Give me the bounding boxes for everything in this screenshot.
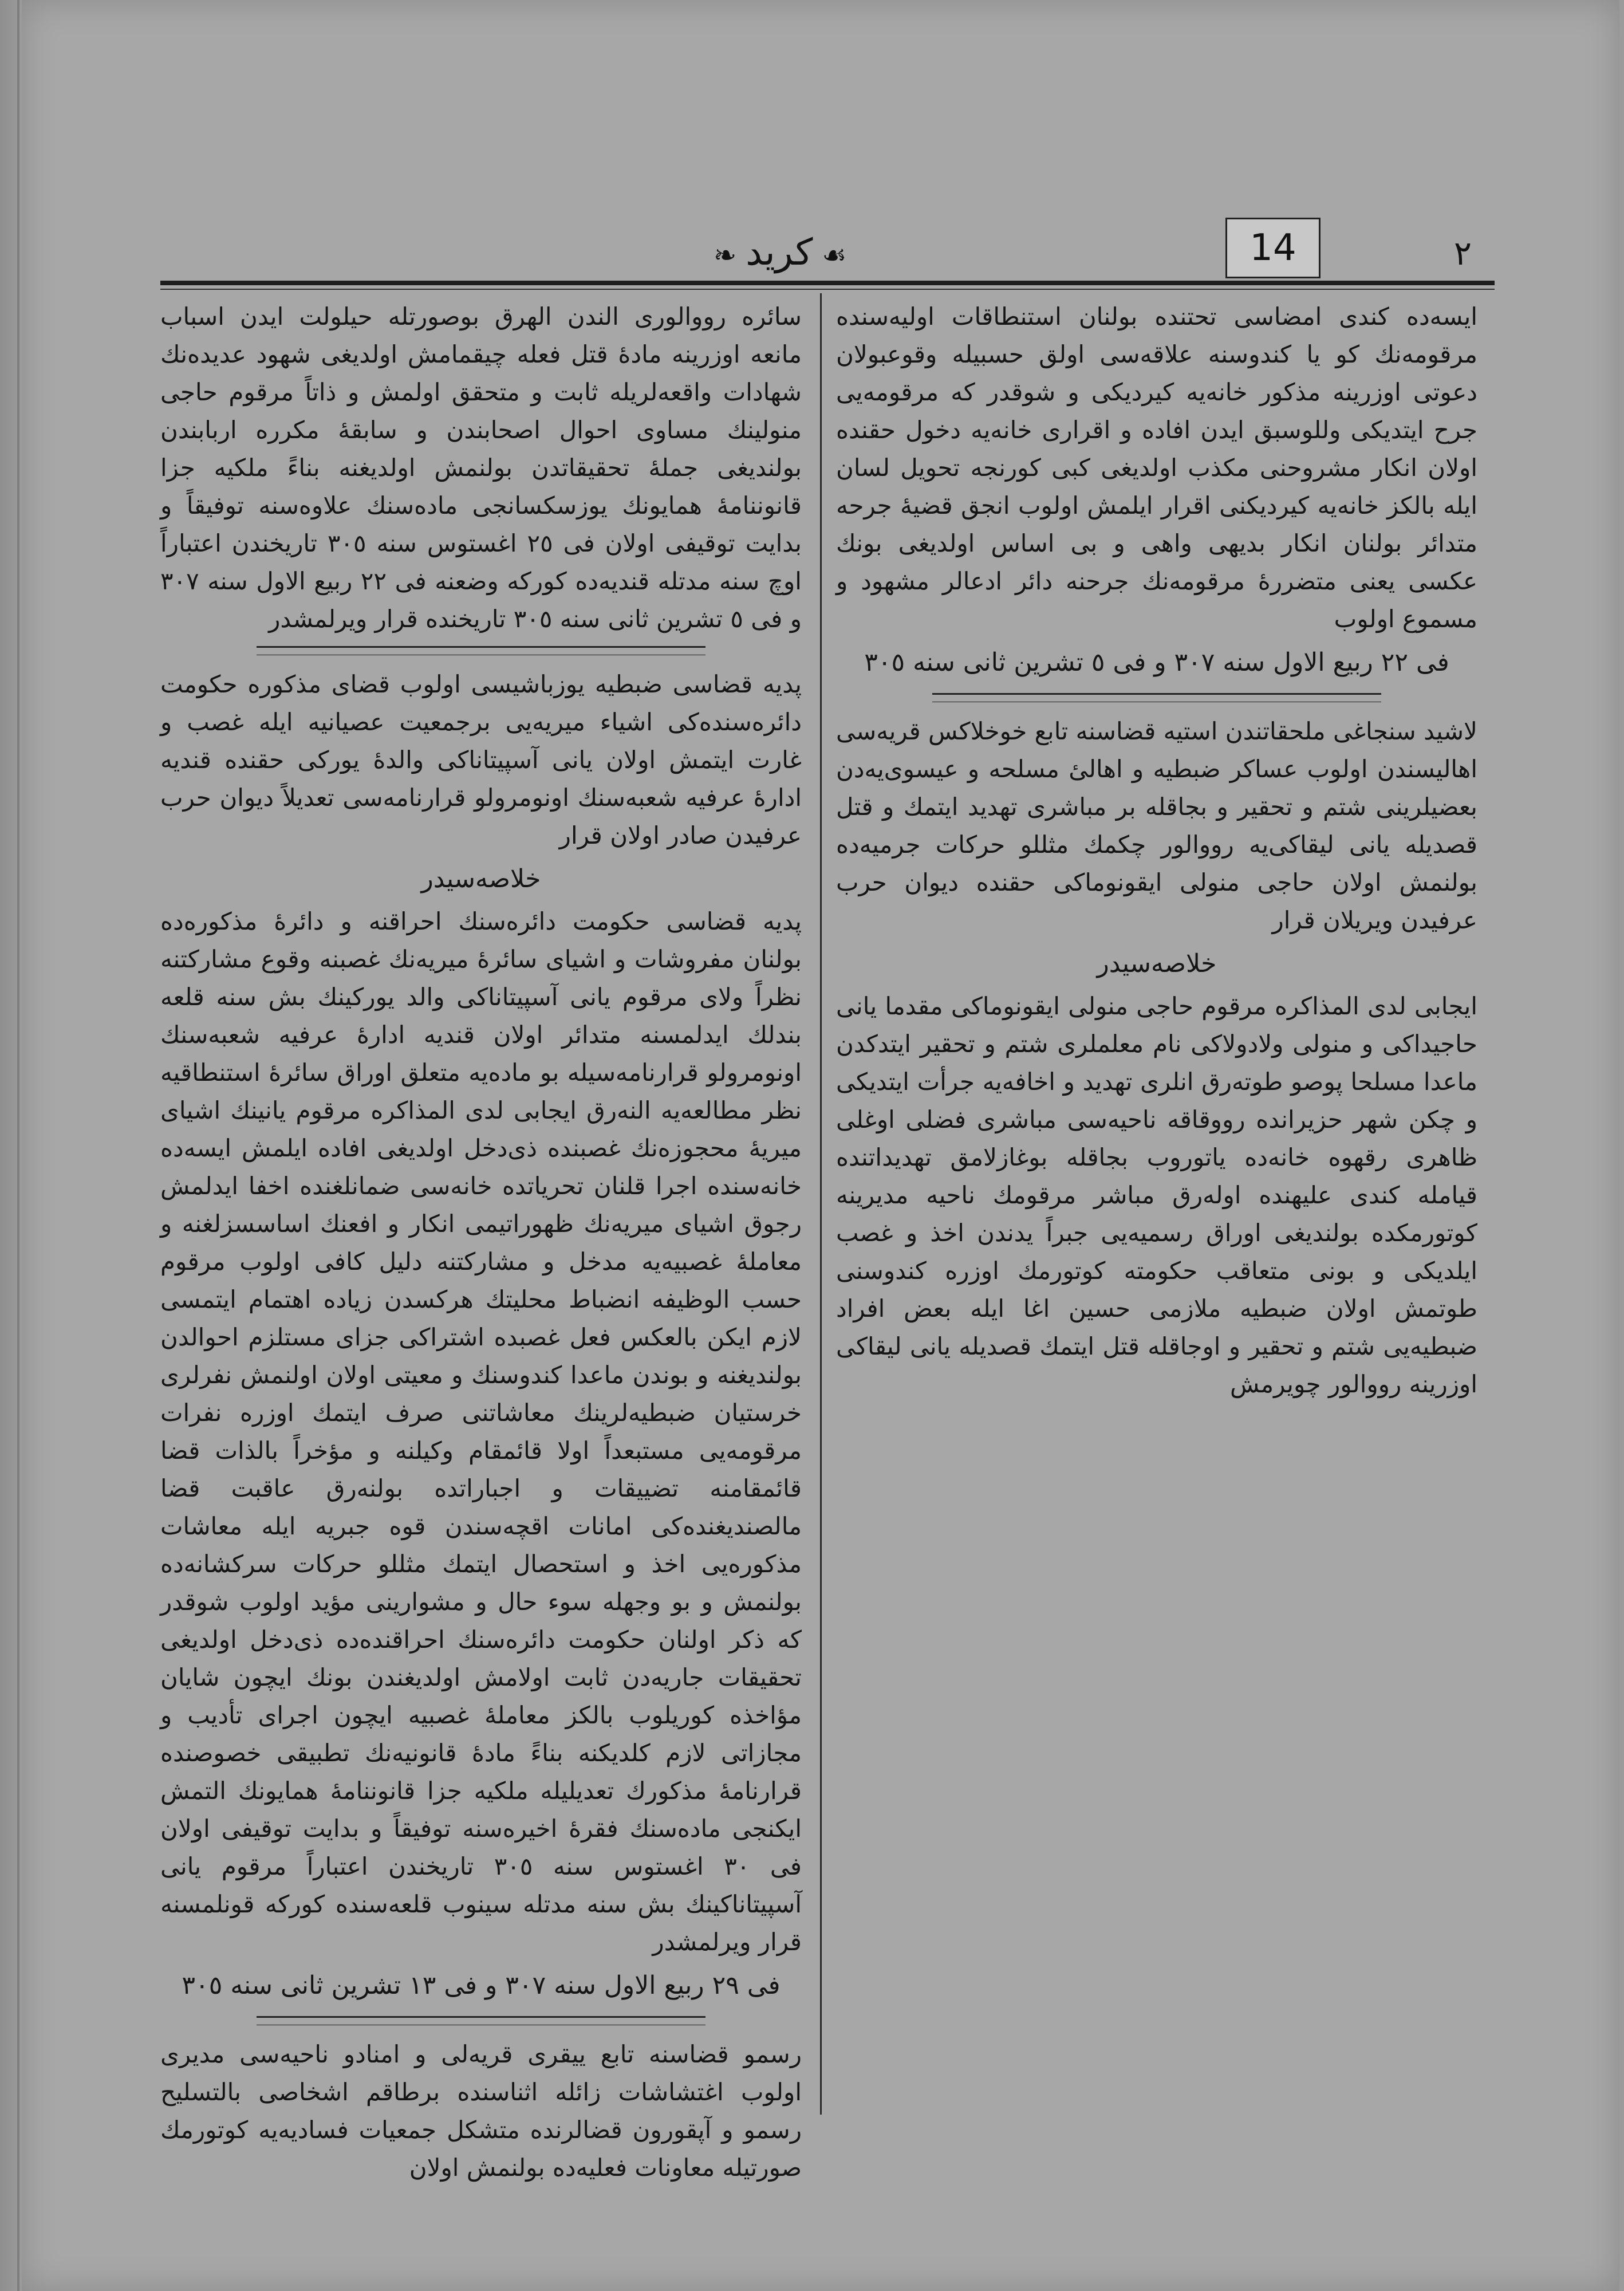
section-separator	[257, 646, 705, 655]
page-border	[17, 0, 19, 2291]
page-number: ٢	[1453, 234, 1472, 273]
right-column	[836, 298, 1477, 1409]
article-heading: پدیه قضاسی ضبطیه یوزباشیسی اولوب قضای مذکوره حکومت دائره‌سنده‌کی اشیاء میریه‌یی برجمعیت عصیانیه ایله غصب و غارت ایتمش اولان یانی آسپیتاناکی والدهٔ یورکی حقنده قندیه ادارهٔ عرفیه شعبه‌سنك اونومرولو قرارنامه‌سی تعدیلاً دیوان حرب عرفیدن صادر اولان قرار	[160, 670, 802, 849]
title-text: کرید	[746, 231, 813, 274]
article-paragraph: ایسه‌ده کندی امضاسی تحتنده بولنان استنطاقات اولیه‌سنده مرقومه‌نك کو یا کندوسنه علاقه‌سی اولق حسبیله وقوعبولان دعوتی اوزرینه مذکور خانه‌یه کیردیکی و شوقدر که مرقومه‌یی جرح ایتدیکی وللوسبق ایدن افاده و اقراری خانه‌یه دخول حقنده اولان انکار مشروحنی مکذب اولدیغی کبی کورنجه تحویل لسان ایله بالکز خانه‌یه کیردیکنی اقرار ایلمش اولوب انجق قضیهٔ جرحه متدائر بولنان انکار بدیهی واهی و بی اساس اولدیغی بونك عکسی یعنی متضررهٔ مرقومه‌نك جرحنه دائر ادعالر مشهود و مسموع اولوب	[836, 302, 1477, 633]
section-separator	[257, 2016, 705, 2025]
column-divider	[820, 293, 822, 2115]
header-rule	[160, 281, 1495, 285]
newspaper-title	[704, 231, 856, 274]
section-separator	[932, 693, 1381, 702]
article-heading: لاشید سنجاغی ملحقاتندن استیه قضاسنه تابع خوخلاکس قریه‌سی اهالیسندن اولوب عساکر ضبطیه و اهالیٔ مسلحه و عیسوی‌یه‌دن بعضیلرینی شتم و تحقیر و بجاقله بر مباشری تهدید ایتمك و قتل قصدیله یانی لیقاکی‌یه رووالور چکمك مثللو حرکات جرمیه‌ده بولنمش اولان حاجی منولی ایقونوماکی حقنده دیوان حرب عرفیدن ویریلان قرار	[836, 717, 1477, 934]
sheet-number-box: 14	[1225, 218, 1321, 278]
ornament-icon: ☙	[822, 239, 847, 271]
ornament-icon: ❧	[714, 239, 737, 271]
date-line: فی ٢٩ ربیع الاول سنه ٣٠٧ و فی ١٣ تشرین ثانی سنه ٣٠٥	[182, 1971, 781, 2000]
article-paragraph: سائره رووالوری الندن الهرق بوصورتله حیلولت ایدن اسباب مانعه اوزرینه مادهٔ قتل فعله چیقمامش اولدیغی شهود عدیده‌نك شهادات واقعه‌لریله ثابت و متحقق اولمش و ذاتاً مرقوم حاجی منولینك مساوی احوال اصحابندن و سابقهٔ مکرره اربابندن بولندیغی جملهٔ تحقیقاتدن بولنمش اولدیغنه بناءً ملکیه جزا قانوننامهٔ همایونك یوزسکسانجی ماده‌سنك علاوه‌سنه توفیقاً و بدایت توقیفی اولان فی ٢٥ اغستوس سنه ٣٠٥ تاریخندن اعتباراً اوچ سنه مدتله قندیه‌ده کورکه وضعنه فی ٢٢ ربیع الاول سنه ٣٠٧ و فی ٥ تشرین ثانی سنه ٣٠٥ تاریخنده قرار ویرلمشدر	[160, 302, 802, 633]
date-line: فی ٢٢ ربیع الاول سنه ٣٠٧ و فی ٥ تشرین ثانی سنه ٣٠٥	[864, 648, 1449, 677]
article-subheading: خلاصه‌سیدر	[1097, 949, 1217, 978]
article-paragraph: پدیه قضاسی حکومت دائره‌سنك احراقنه و دائرهٔ مذکوره‌ده بولنان مفروشات و اشیای سائرهٔ میریه‌نك غصبنه وقوع مشارکتنه نظراً ولای مرقوم یانی آسپیتاناکی والد یورکینك بش سنه قلعه بندلك ایدلمسنه متدائر اولان قندیه ادارهٔ عرفیه شعبه‌سنك اونومرولو قرارنامه‌سیله بو ماده‌یه متعلق اوراق سائرهٔ استنطاقیه نظر مطالعه‌یه النه‌رق ایجابی لدی المذاکره مرقوم یانینك اشیای میریهٔ محجوزه‌نك غصبنده ذی‌دخل اولدیغی افاده ایلمش ایسه‌ده خانه‌سنده اجرا قلنان تحریاتده خانه‌سی ضمانلغنده اخفا ایدلمش رجوق اشیای میریه‌نك ظهوراتیمی انکار و افعنك اساسسزلغنه و معاملهٔ غصبیه‌یه مدخل و مشارکتنه دلیل کافی اولوب مرقوم حسب الوظیفه انضباط محلیتك هرکسدن زیاده اهتمام ایتمسی لازم ایکن بالعکس فعل غصبده اشتراکی جزای مستلزم احوالدن بولندیغنه و بوندن ماعدا کندوسنك و معیتی اولان اولنمش نفرلری خرستیان ضبطیه‌لرینك معاشاتنی صرف ایتمك اوزره نفرات مرقومه‌یی مستبعداً اولا قائمقام وکیلنه و مؤخراً بالذات قضا قائمقامنه تضییقات و اجباراتده بولنه‌رق عاقبت قضا مالصندیغنده‌کی امانات اقچه‌سندن قوه جبریه ایله معاشات مذکوره‌یی اخذ و استحصال ایتمك مثللو حرکات سرکشانه‌ده بولنمش و بو وجهله سوء حال و مشوارینی مؤید اولوب شوقدر که ذکر اولنان حکومت دائره‌سنك احراقنده‌ده ذی‌دخل اولدیغی تحقیقات جاریه‌دن ثابت اولامش اولدیغندن بونك ایچون شایان مؤاخذه کوریلوب بالکز معاملهٔ غصبیه ایچون اجرای تأدیب و مجازاتی لازم کلدیکنه بناءً مادهٔ قانونیه‌نك تطبیقی خصوصنده قرارنامهٔ مذکورك تعدیلیله ملکیه جزا قانوننامهٔ همایونك التمش ایکنجی ماده‌سنك فقرهٔ اخیره‌سنه توفیقاً و بدایت توقیفی اولان فی ٣٠ اغستوس سنه ٣٠٥ تاریخندن اعتباراً مرقوم یانی آسپیتاناکینك بش سنه مدتله سینوب قلعه‌سنده کورکه قونلمسنه قرار ویرلمشدر	[160, 907, 802, 1956]
left-column	[160, 298, 802, 2192]
article-subheading: خلاصه‌سیدر	[421, 864, 541, 893]
header-rule-thin	[160, 289, 1495, 290]
masthead	[160, 218, 1495, 286]
article-paragraph: ایجابی لدی المذاکره مرقوم حاجی منولی ایقونوماکی مقدما یانی حاجیداکی و منولی ولادولاکی نام معلملری شتم و تحقیر ایتدکدن ماعدا مسلحا پوصو طوته‌رق انلری تهدید و اخافه‌یه جرأت ایتدیکی و چکن شهر حزیرانده رووقاقه ناحیه‌سی مباشری فضلی اوغلی ظاهری رقهوه خانه‌ده یاتوروب بجاقله بوغازلامق تهدیداتنده قیامله کندی علیهنده اوله‌رق مباشر مرقومك ناحیه مدیرینه کوتورمکده بولندیغی اوراق رسمیه‌یی جبراً یدندن اخذ و غصب ایلدیکی و بونی متعاقب حکومته کوتورمك اوزره کندوسنی طوتمش اولان ضبطیه ملازمی حسین اغا ایله بعض افراد ضبطیه‌یی شتم و تحقیر و اوجاقله قتل ایتمك قصدیله یانی لیقاکی اوزرینه رووالور چویرمش	[836, 992, 1477, 1398]
article-paragraph: رسمو قضاسنه تابع ییقری قریه‌لی و امنادو ناحیه‌سی مدیری اولوب اغتشاشات زائله اثناسنده برطاقم اشخاصی بالتسلیح رسمو و آپقورون قضالرنده متشکل جمعیات فسادیه‌یه کوتورمك صورتیله معاونات فعلیه‌ده بولنمش اولان	[160, 2040, 802, 2182]
